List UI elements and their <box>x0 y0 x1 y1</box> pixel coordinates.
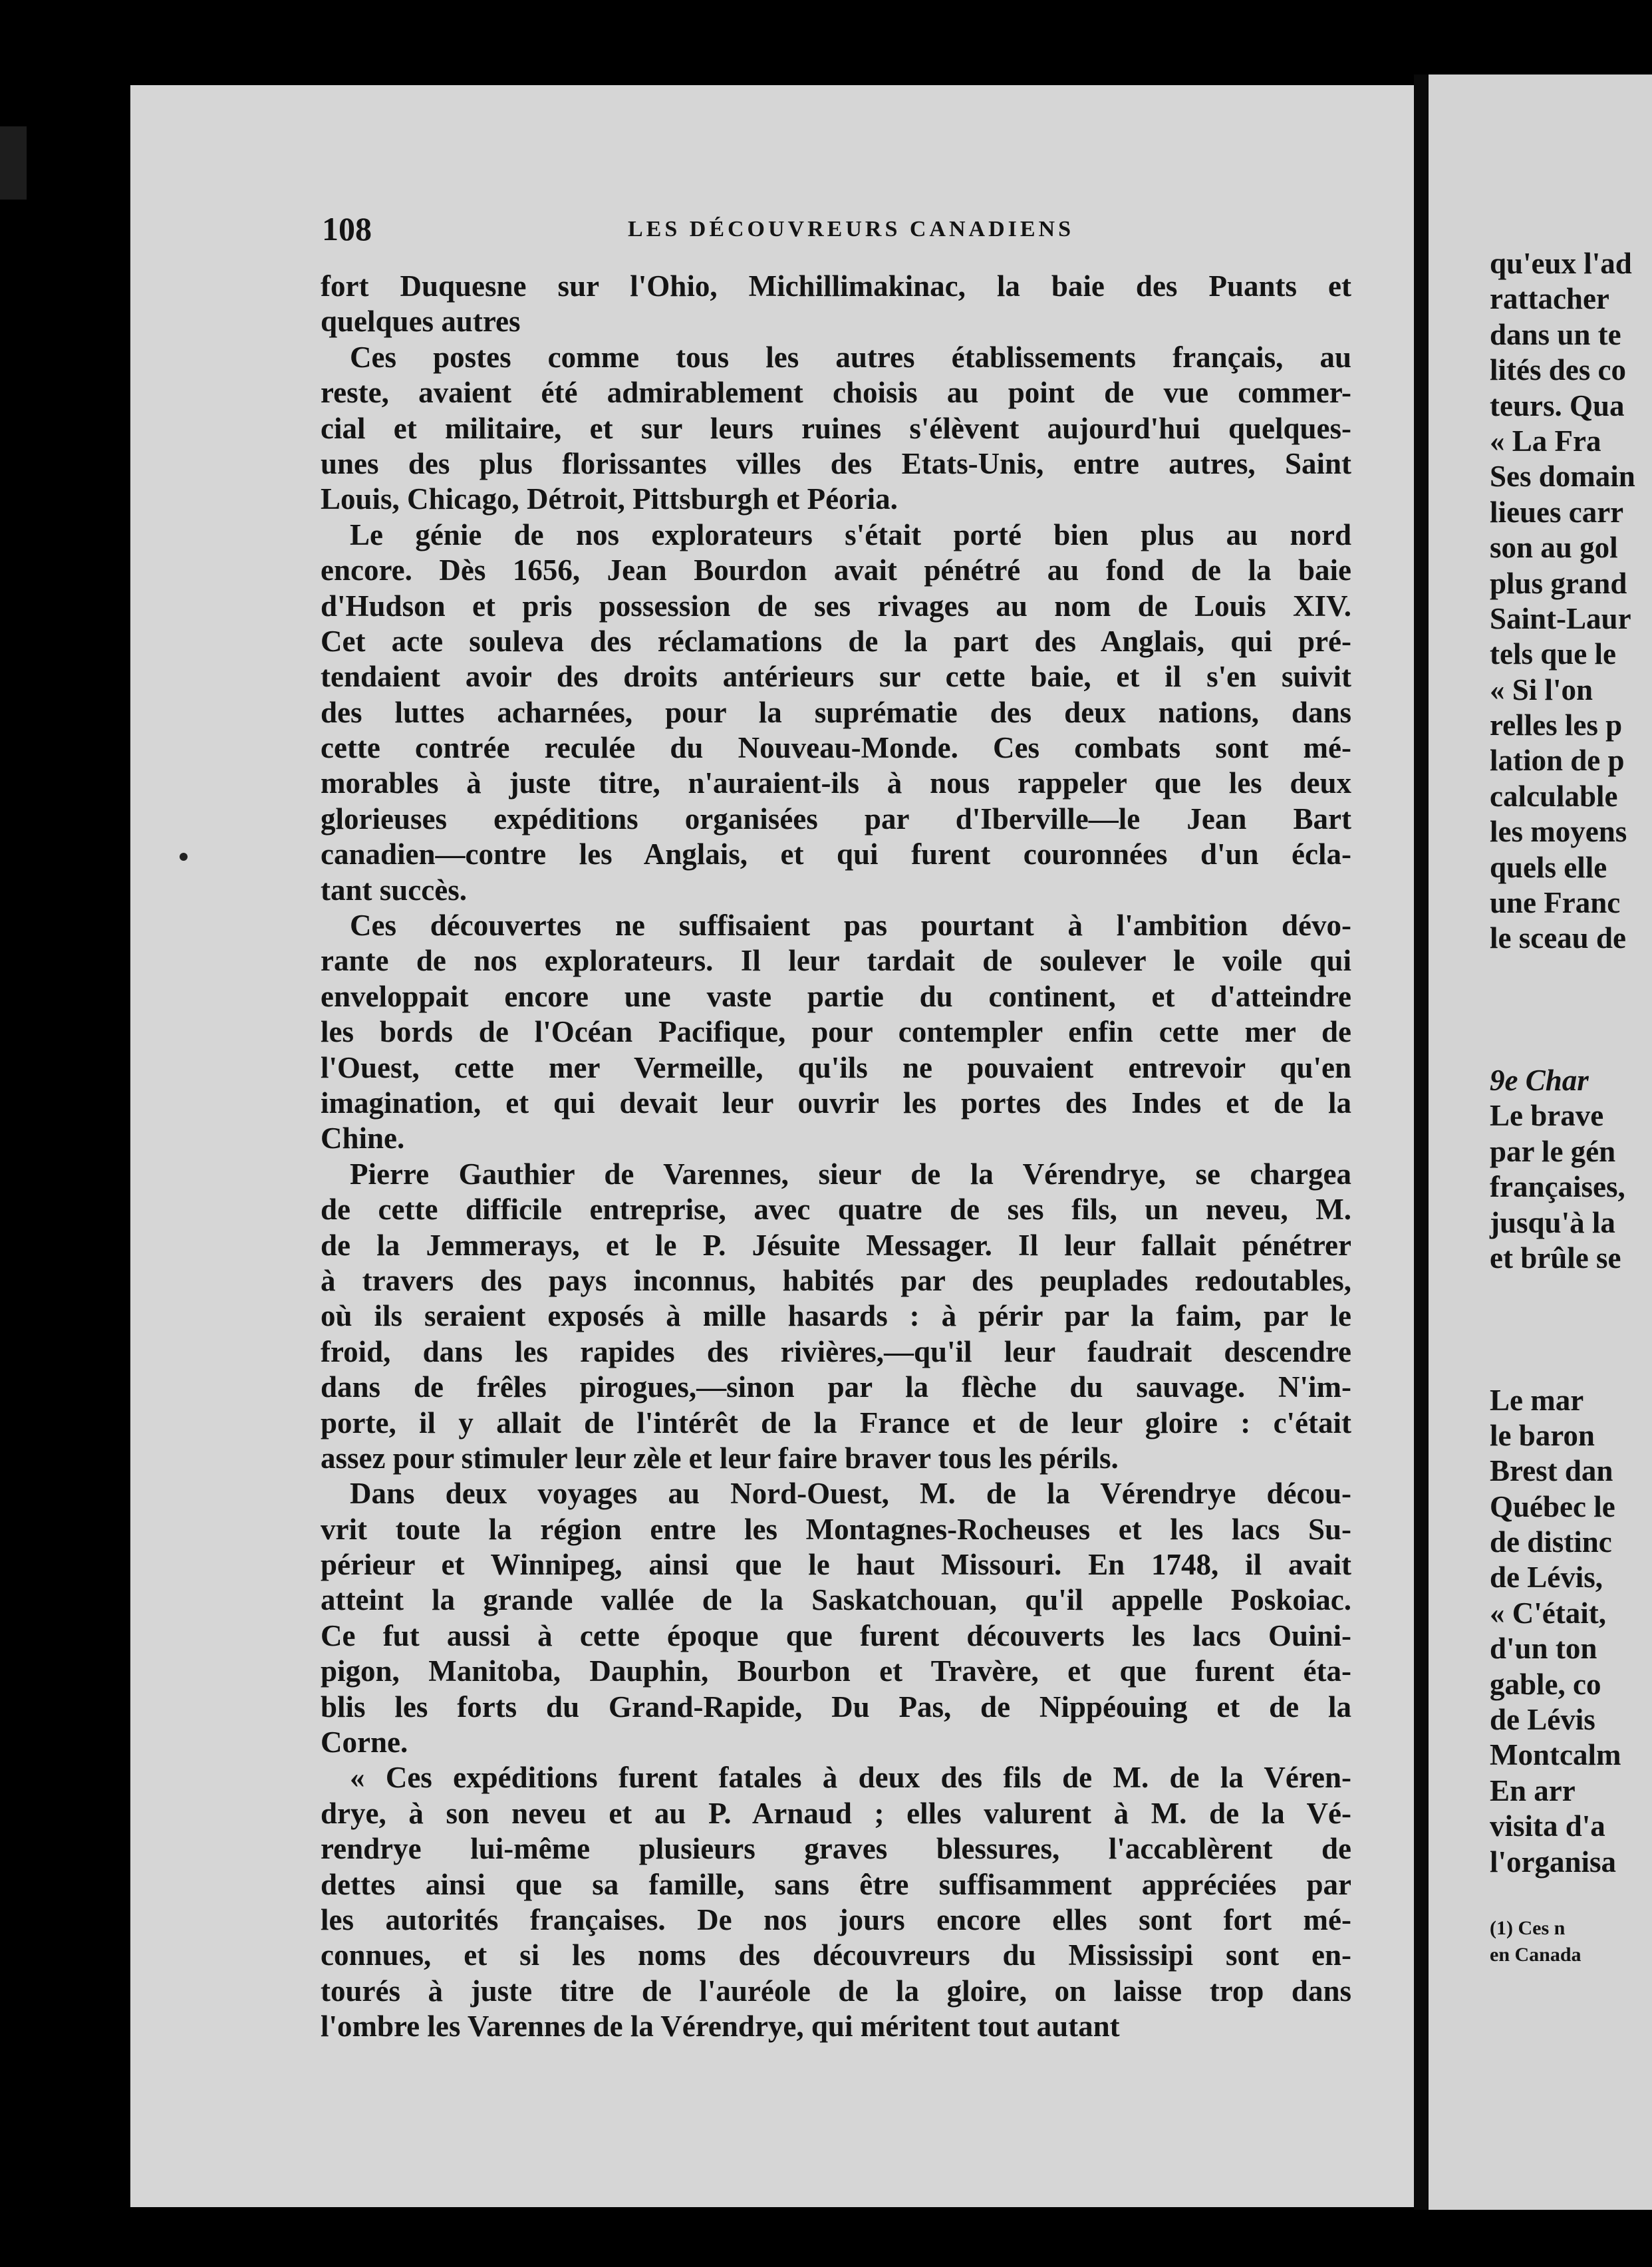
text-line: l'ombre les Varennes de la Vérendrye, qui méritent tout autant <box>321 2010 1120 2043</box>
text-line: rante de nos explorateurs. Il leur tardait de soulever le voile qui <box>321 944 1351 978</box>
facing-text-line: (1) Ces n <box>1490 1917 1566 1940</box>
text-line: drye, à son neveu et au P. Arnaud ; elles valurent à M. de la Vé- <box>321 1796 1351 1830</box>
facing-text-line: visita d'a <box>1490 1809 1605 1843</box>
text-line: d'Hudson et pris possession de ses rivages au nom de Louis XIV. <box>321 589 1351 623</box>
text-line: Cet acte souleva des réclamations de la part des Anglais, qui pré- <box>321 624 1351 658</box>
facing-text-line: relles les p <box>1490 708 1623 742</box>
facing-text-line: calculable <box>1490 779 1618 813</box>
facing-text-line: en Canada <box>1490 1944 1582 1966</box>
text-line: dans de frêles pirogues,—sinon par la flèche du sauvage. N'im- <box>321 1370 1351 1404</box>
facing-text-line: Brest dan <box>1490 1454 1613 1488</box>
scan-edge-mark <box>0 126 27 200</box>
text-line: encore. Dès 1656, Jean Bourdon avait pénétré au fond de la baie <box>321 553 1351 587</box>
facing-text-line: l'organisa <box>1490 1845 1617 1879</box>
text-line: Ce fut aussi à cette époque que furent découverts les lacs Ouini- <box>321 1618 1351 1652</box>
page-number: 108 <box>322 210 372 247</box>
text-line: Pierre Gauthier de Varennes, sieur de la Vérendrye, se chargea <box>350 1157 1351 1191</box>
text-line: tant succès. <box>321 873 467 907</box>
text-line: assez pour stimuler leur zèle et leur faire braver tous les périls. <box>321 1441 1119 1475</box>
facing-text-line: « Si l'on <box>1490 673 1593 706</box>
text-line: vrit toute la région entre les Montagnes-Rocheuses et les lacs Su- <box>321 1512 1351 1546</box>
text-line: unes des plus florissantes villes des Etats-Unis, entre autres, Saint <box>321 446 1351 480</box>
text-line: Ces postes comme tous les autres établissements français, au <box>350 340 1351 374</box>
facing-text-line: et brûle se <box>1490 1241 1621 1275</box>
facing-text-line: françaises, <box>1490 1170 1625 1204</box>
facing-text-line: En arr <box>1490 1773 1576 1807</box>
facing-page-text <box>1490 246 1652 1968</box>
facing-text-line: le baron <box>1490 1418 1595 1452</box>
facing-text-line: 9e Char <box>1490 1063 1589 1097</box>
facing-text-line: le sceau de <box>1490 921 1626 955</box>
facing-text-line: gable, co <box>1490 1667 1601 1701</box>
text-line: reste, avaient été admirablement choisis au point de vue commer- <box>321 376 1351 410</box>
text-line: pigon, Manitoba, Dauphin, Bourbon et Travère, et que furent éta- <box>321 1654 1351 1688</box>
text-line: atteint la grande vallée de la Saskatchouan, qu'il appelle Poskoiac. <box>321 1583 1351 1617</box>
text-line: les bords de l'Océan Pacifique, pour contempler enfin cette mer de <box>321 1015 1351 1049</box>
facing-text-line: Le mar <box>1490 1383 1584 1417</box>
facing-text-line: Ses domain <box>1490 460 1635 494</box>
text-line: imagination, et qui devait leur ouvrir les portes des Indes et de la <box>321 1086 1351 1120</box>
text-line: Louis, Chicago, Détroit, Pittsburgh et Péoria. <box>321 482 898 516</box>
text-line: fort Duquesne sur l'Ohio, Michillimakinac, la baie des Puants et <box>321 269 1351 303</box>
facing-text-line: « C'était, <box>1490 1596 1606 1630</box>
facing-text-line: d'un ton <box>1490 1632 1597 1666</box>
book-gutter <box>1414 75 1429 2210</box>
text-line: « Ces expéditions furent fatales à deux des fils de M. de la Véren- <box>350 1761 1351 1795</box>
text-line: quelques autres <box>321 305 521 339</box>
text-line: les autorités françaises. De nos jours encore elles sont fort mé- <box>321 1902 1351 1936</box>
text-line: à travers des pays inconnus, habités par des peuplades redoutables, <box>321 1263 1351 1297</box>
text-line: Le génie de nos explorateurs s'était porté bien plus au nord <box>350 518 1351 551</box>
text-line: tendaient avoir des droits antérieurs sur cette baie, et il s'en suivit <box>321 660 1351 694</box>
facing-text-line: jusqu'à la <box>1490 1205 1615 1239</box>
facing-text-line: teurs. Qua <box>1490 388 1625 422</box>
facing-text-line: de Lévis, <box>1490 1561 1603 1594</box>
facing-text-line: quels elle <box>1490 850 1607 884</box>
facing-text-line: dans un te <box>1490 317 1621 351</box>
text-line: porte, il y allait de l'intérêt de la France et de leur gloire : c'était <box>321 1406 1351 1439</box>
facing-text-line: Saint-Laur <box>1490 601 1631 635</box>
facing-text-line: Montcalm <box>1490 1738 1621 1772</box>
facing-text-line: lieues carr <box>1490 495 1624 529</box>
text-line: l'Ouest, cette mer Vermeille, qu'ils ne pouvaient entrevoir qu'en <box>321 1050 1351 1084</box>
facing-text-line: lation de p <box>1490 744 1625 778</box>
text-line: dettes ainsi que sa famille, sans être suffisamment appréciées par <box>321 1867 1351 1901</box>
text-line: tourés à juste titre de l'auréole de la gloire, on laisse trop dans <box>321 1974 1351 2008</box>
running-title: LES DÉCOUVREURS CANADIENS <box>628 217 1074 241</box>
facing-text-line: de Lévis <box>1490 1703 1595 1737</box>
text-line: de la Jemmerays, et le P. Jésuite Messager. Il leur fallait pénétrer <box>321 1228 1351 1262</box>
facing-text-line: par le gén <box>1490 1134 1616 1168</box>
text-line: connues, et si les noms des découvreurs du Mississipi sont en- <box>321 1938 1351 1972</box>
text-line: Dans deux voyages au Nord-Ouest, M. de la Vérendrye décou- <box>350 1477 1351 1511</box>
text-line: canadien—contre les Anglais, et qui furent couronnées d'un écla- <box>321 837 1351 871</box>
facing-text-line: « La Fra <box>1490 424 1601 458</box>
facing-text-line: lités des co <box>1490 353 1626 387</box>
text-line: morables à juste titre, n'auraient-ils à nous rappeler que les deux <box>321 766 1351 800</box>
text-line: glorieuses expéditions organisées par d'Iberville—le Jean Bart <box>321 802 1351 835</box>
text-line: de cette difficile entreprise, avec quatre de ses fils, un neveu, M. <box>321 1193 1351 1227</box>
facing-text-line: tels que le <box>1490 637 1616 671</box>
text-line: périeur et Winnipeg, ainsi que le haut Missouri. En 1748, il avait <box>321 1548 1351 1582</box>
facing-text-line: une Franc <box>1490 886 1621 920</box>
text-line: Chine. <box>321 1122 405 1155</box>
facing-text-line: Québec le <box>1490 1489 1615 1523</box>
text-line: cial et militaire, et sur leurs ruines s'élèvent aujourd'hui quelques- <box>321 411 1351 445</box>
facing-text-line: qu'eux l'ad <box>1490 247 1632 280</box>
facing-text-line: de distinc <box>1490 1525 1612 1559</box>
text-line: froid, dans les rapides des rivières,—qu'il leur faudrait descendre <box>321 1334 1351 1368</box>
text-line: blis les forts du Grand-Rapide, Du Pas, de Nippéouing et de la <box>321 1690 1351 1724</box>
facing-text-line: rattacher <box>1490 282 1609 316</box>
running-head <box>322 209 1359 249</box>
text-line: enveloppait encore une vaste partie du continent, et d'atteindre <box>321 979 1351 1013</box>
text-line: cette contrée reculée du Nouveau-Monde. Ces combats sont mé- <box>321 731 1351 765</box>
main-text-column <box>321 269 1351 2045</box>
facing-text-line: son au gol <box>1490 531 1618 565</box>
facing-text-line: les moyens <box>1490 815 1627 849</box>
text-line: Ces découvertes ne suffisaient pas pourtant à l'ambition dévo- <box>350 909 1351 943</box>
text-line: où ils seraient exposés à mille hasards : à périr par la faim, par le <box>321 1299 1351 1333</box>
facing-text-line: Le brave <box>1490 1099 1604 1133</box>
margin-speck <box>180 853 188 861</box>
text-line: Corne. <box>321 1726 408 1759</box>
text-line: des luttes acharnées, pour la suprématie des deux nations, dans <box>321 695 1351 729</box>
facing-text-line: plus grand <box>1490 566 1627 600</box>
text-line: rendrye lui-même plusieurs graves blessures, l'accablèrent de <box>321 1832 1351 1866</box>
